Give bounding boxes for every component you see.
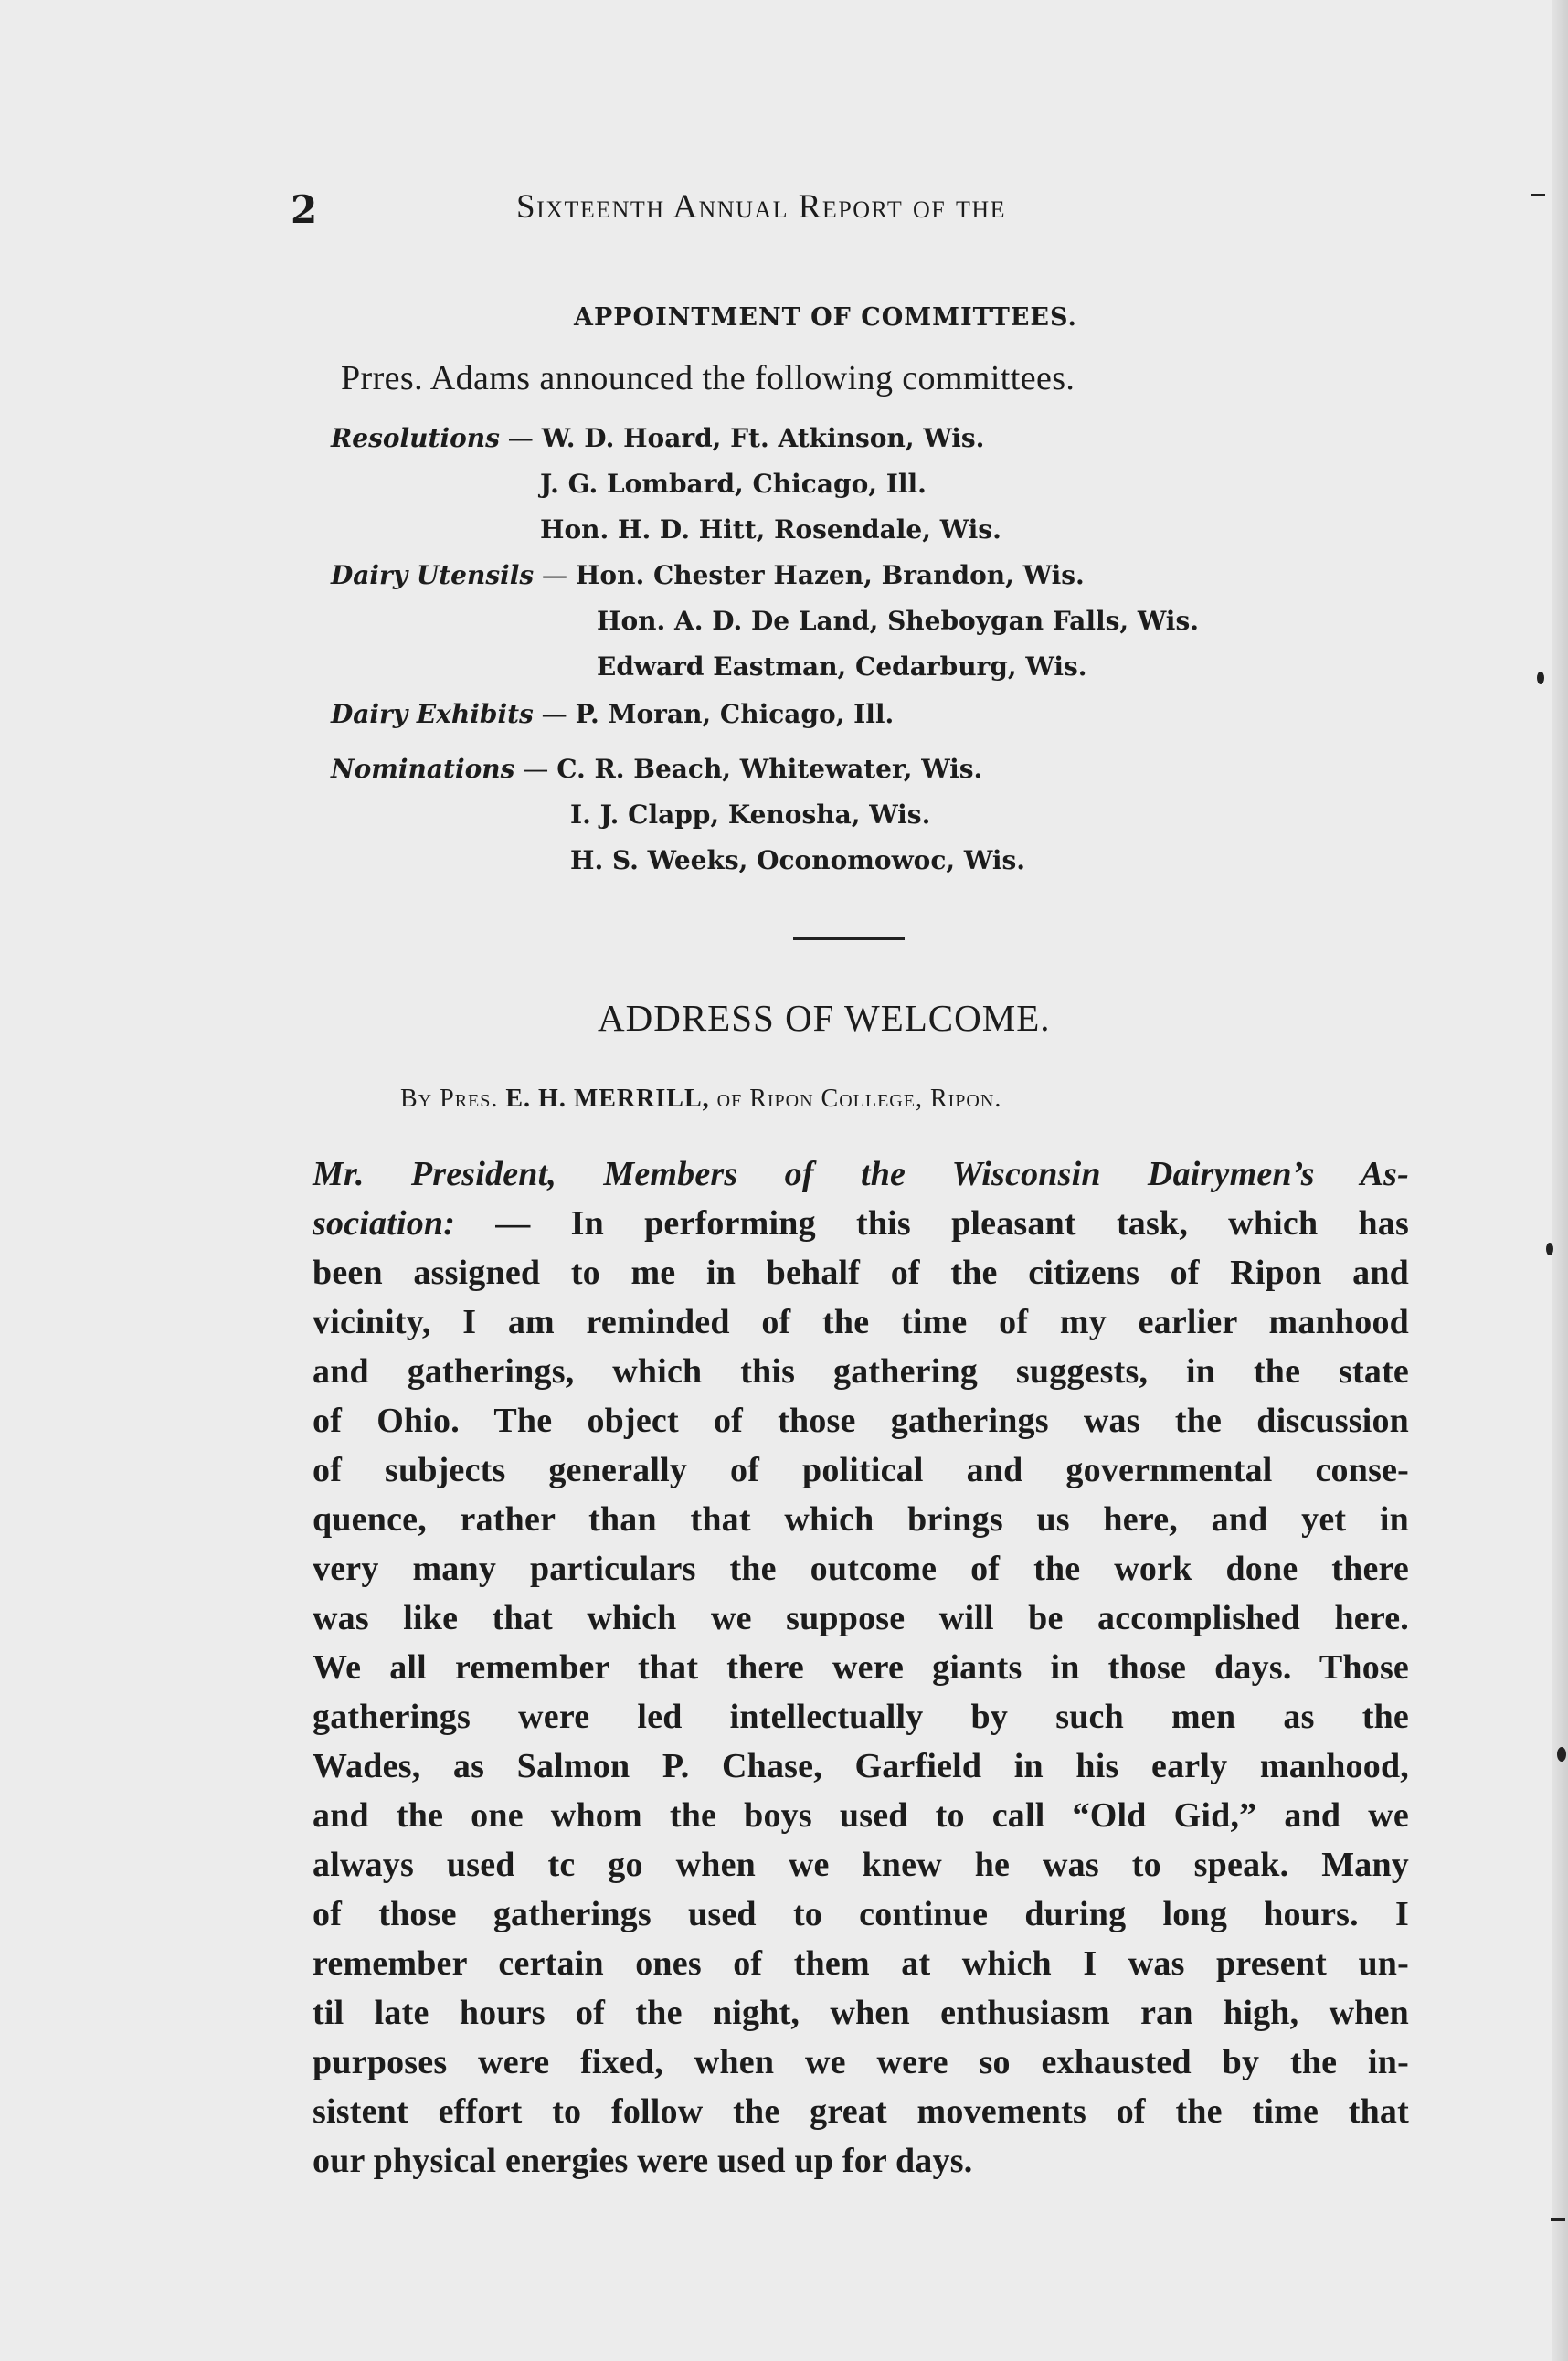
body-line: Wades, as Salmon P. Chase, Garfield in his early manhood, bbox=[313, 1747, 1409, 1785]
committee-member: Hon. A. D. De Land, Sheboygan Falls, Wis. bbox=[597, 606, 1199, 636]
body-line: and gatherings, which this gathering suggests, in the state bbox=[313, 1352, 1409, 1391]
committee-member: H. S. Weeks, Oconomowoc, Wis. bbox=[570, 845, 1025, 875]
committee-label: Nominations bbox=[331, 754, 515, 784]
body-line: been assigned to me in behalf of the citizens of Ripon and bbox=[313, 1254, 1409, 1292]
committee-resolutions bbox=[331, 416, 1001, 553]
body-line: gatherings were led intellectually by such men as the bbox=[313, 1698, 1409, 1736]
committee-nominations bbox=[331, 746, 1025, 884]
body-line bbox=[313, 1199, 1409, 1248]
address-body bbox=[313, 1149, 1409, 2186]
committees-intro: Prres. Adams announced the following committees. bbox=[341, 359, 1075, 397]
body-line: quence, rather than that which brings us here, and yet in bbox=[313, 1500, 1409, 1539]
body-line: til late hours of the night, when enthusiasm ran high, when bbox=[313, 1994, 1409, 2032]
body-line: of subjects generally of political and governmental conse- bbox=[313, 1451, 1409, 1489]
committee-member: Edward Eastman, Cedarburg, Wis. bbox=[597, 651, 1087, 682]
byline-name: E. H. MERRILL, bbox=[505, 1085, 710, 1113]
address-title: ADDRESS OF WELCOME. bbox=[598, 997, 1051, 1039]
dash-separator: — bbox=[514, 754, 557, 784]
committee-dairy-exhibits bbox=[331, 692, 894, 737]
address-byline bbox=[400, 1085, 1001, 1114]
scan-mark bbox=[1537, 672, 1544, 684]
committee-member: Hon. H. D. Hitt, Rosendale, Wis. bbox=[540, 514, 1001, 545]
committees-heading: APPOINTMENT OF COMMITTEES. bbox=[574, 303, 1077, 332]
committee-member: I. J. Clapp, Kenosha, Wis. bbox=[570, 799, 931, 830]
committee-member: J. G. Lombard, Chicago, Ill. bbox=[540, 469, 927, 499]
body-line: very many particulars the outcome of the work done there bbox=[313, 1550, 1409, 1588]
page-edge-shadow bbox=[1552, 0, 1568, 2361]
body-line: of those gatherings used to continue during long hours. I bbox=[313, 1895, 1409, 1933]
committee-label: Resolutions bbox=[331, 423, 500, 453]
committee-label: Dairy Exhibits bbox=[331, 699, 534, 729]
body-line: vicinity, I am reminded of the time of my earlier manhood bbox=[313, 1303, 1409, 1341]
committee-member: Hon. Chester Hazen, Brandon, Wis. bbox=[575, 560, 1085, 590]
byline-suffix: of Ripon College, Ripon. bbox=[709, 1085, 1002, 1113]
dash-separator: — bbox=[499, 423, 542, 453]
page-number: 2 bbox=[291, 187, 318, 232]
body-line: of Ohio. The object of those gatherings was the discussion bbox=[313, 1402, 1409, 1440]
body-line: our physical energies were used up for days. bbox=[313, 2142, 973, 2180]
body-line: was like that which we suppose will be accomplished here. bbox=[313, 1599, 1409, 1637]
committee-line bbox=[331, 416, 1001, 461]
body-line: sistent effort to follow the great movements of the time that bbox=[313, 2092, 1409, 2131]
body-line: always used tc go when we knew he was to speak. Many bbox=[313, 1846, 1409, 1884]
byline-prefix: By Pres. bbox=[400, 1085, 506, 1113]
body-line: remember certain ones of them at which I was present un- bbox=[313, 1944, 1409, 1983]
scan-mark bbox=[1531, 194, 1545, 196]
salutation-end: sociation: bbox=[313, 1204, 456, 1243]
committee-label: Dairy Utensils bbox=[331, 560, 535, 590]
body-line-text: — In performing this pleasant task, which has bbox=[455, 1204, 1409, 1243]
committee-line bbox=[331, 746, 1025, 792]
scan-mark bbox=[1546, 1243, 1553, 1255]
body-line: purposes were fixed, when we were so exhausted by the in- bbox=[313, 2043, 1409, 2081]
running-head: Sixteenth Annual Report of the bbox=[516, 188, 1006, 226]
committee-member: W. D. Hoard, Ft. Atkinson, Wis. bbox=[541, 423, 985, 453]
committee-dairy-utensils bbox=[331, 553, 1199, 690]
committee-line bbox=[331, 553, 1199, 598]
committee-line bbox=[331, 692, 894, 737]
section-divider bbox=[793, 937, 905, 940]
committee-member: P. Moran, Chicago, Ill. bbox=[575, 699, 895, 729]
scan-mark bbox=[1551, 2218, 1565, 2221]
dash-separator: — bbox=[534, 560, 576, 590]
body-line: We all remember that there were giants in those days. Those bbox=[313, 1648, 1409, 1687]
dash-separator: — bbox=[533, 699, 576, 729]
scan-mark bbox=[1557, 1747, 1566, 1762]
body-line: and the one whom the boys used to call “Old Gid,” and we bbox=[313, 1796, 1409, 1835]
salutation-line: Mr. President, Members of the Wisconsin Dairymen’s As- bbox=[313, 1155, 1409, 1193]
committee-member: C. R. Beach, Whitewater, Wis. bbox=[556, 754, 983, 784]
